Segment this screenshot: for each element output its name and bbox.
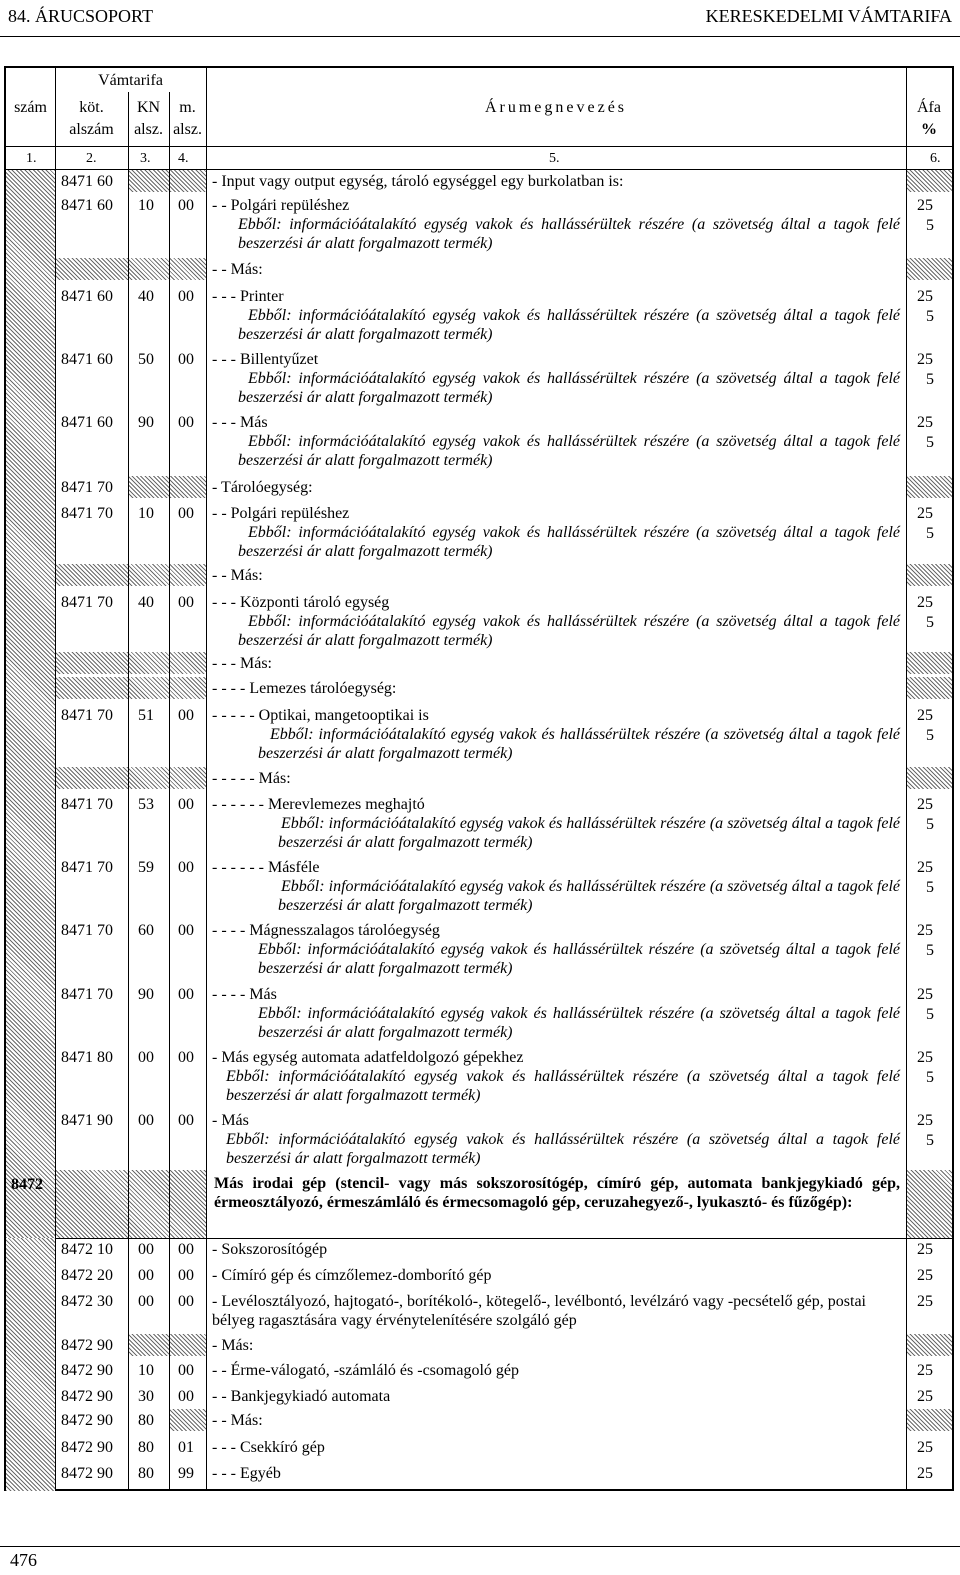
row-m: 99 (178, 1465, 194, 1482)
footer-rule (0, 1546, 960, 1547)
row-kot: 8471 70 (61, 479, 113, 496)
row-afa-reduced: 5 (926, 614, 934, 631)
heading-desc: Más irodai gép (stencil- vagy más sokszorosítógép, címíró gép, automata bankjegykiadó gép, érmeosztályozó, érmeszámláló és érmecsomagoló gép, ceruzahegyező-, lyukasztó- és fűzőgép): (214, 1175, 900, 1211)
row-kot: 8471 70 (61, 796, 113, 813)
row-m: 00 (178, 1362, 194, 1379)
row-kn: 53 (138, 796, 154, 813)
row-desc: - Címíró gép és címzőlemez-domborító gép (212, 1267, 492, 1284)
document-title: KERESKEDELMI VÁMTARIFA (705, 6, 952, 26)
shaded-cell (906, 1334, 952, 1356)
row-desc: - - Más: (212, 261, 263, 278)
row-desc: - Más (212, 1112, 249, 1129)
column-divider (906, 68, 907, 1489)
row-divider (6, 146, 952, 147)
row-kn: 00 (138, 1049, 154, 1066)
column-divider (206, 68, 207, 1489)
header-alszam: alszám (69, 121, 114, 138)
row-kn: 00 (138, 1267, 154, 1284)
row-desc: - - - - - - Másféle (212, 859, 320, 876)
row-note: Ebből: információátalakító egység vakok és hallássérültek részére (a szövetség által a tagok felé beszerzési ár alatt forgalmazott termék) (226, 1068, 900, 1104)
row-desc: - - - - Más (212, 986, 277, 1003)
row-afa-reduced: 5 (926, 816, 934, 833)
shaded-cell (6, 1238, 55, 1491)
shaded-cell (906, 170, 952, 192)
row-desc: - - - - Lemezes tárolóegység: (212, 680, 397, 697)
row-note: Ebből: információátalakító egység vakok és hallássérültek részére (a szövetség által a tagok felé beszerzési ár alatt forgalmazott termék) (278, 878, 900, 914)
row-afa-reduced: 5 (926, 879, 934, 896)
row-note: Ebből: információátalakító egység vakok és hallássérültek részére (a szövetség által a tagok felé beszerzési ár alatt forgalmazott termék) (238, 307, 900, 343)
row-afa: 25 (917, 796, 933, 813)
row-afa: 25 (917, 922, 933, 939)
row-desc: - - - Egyéb (212, 1465, 281, 1482)
page-header (8, 6, 952, 32)
row-kn: 60 (138, 922, 154, 939)
row-desc: - Input vagy output egység, tároló egységgel egy burkolatban is: (212, 173, 624, 190)
header-kn: KN (136, 99, 161, 116)
row-m: 00 (178, 859, 194, 876)
row-m: 00 (178, 986, 194, 1003)
row-kn: 40 (138, 288, 154, 305)
row-kot: 8471 70 (61, 859, 113, 876)
header-arumegnevezes: Árumegnevezés (484, 99, 628, 116)
col-number: 2. (86, 151, 97, 166)
row-note: Ebből: információátalakító egység vakok és hallássérültek részére (a szövetség által a tagok felé beszerzési ár alatt forgalmazott termék) (238, 433, 900, 469)
row-afa-reduced: 5 (926, 1132, 934, 1149)
row-m: 00 (178, 351, 194, 368)
shaded-cell (55, 1170, 206, 1238)
shaded-cell (906, 1409, 952, 1431)
row-kn: 90 (138, 986, 154, 1003)
shaded-cell (906, 476, 952, 498)
row-desc: - - - - - Más: (212, 770, 291, 787)
row-desc: - - - - - Optikai, mangetooptikai is (212, 707, 429, 724)
row-note: Ebből: információátalakító egység vakok és hallássérültek részére (a szövetség által a tagok felé beszerzési ár alatt forgalmazott termék) (278, 815, 900, 851)
row-desc: - Sokszorosítógép (212, 1241, 328, 1258)
row-desc: - - - Csekkíró gép (212, 1439, 325, 1456)
row-afa: 25 (917, 197, 933, 214)
row-kn: 90 (138, 414, 154, 431)
row-afa: 25 (917, 986, 933, 1003)
row-kn: 00 (138, 1293, 154, 1310)
row-desc: - - Polgári repüléshez (212, 197, 350, 214)
row-afa-reduced: 5 (926, 308, 934, 325)
row-afa: 25 (917, 1439, 933, 1456)
row-afa: 25 (917, 707, 933, 724)
row-afa: 25 (917, 351, 933, 368)
row-desc: - - Érme-válogató, -számláló és -csomagoló gép (212, 1362, 519, 1379)
row-m: 00 (178, 505, 194, 522)
shaded-cell (55, 564, 206, 586)
header-kot: köt. (79, 99, 104, 116)
row-afa-reduced: 5 (926, 942, 934, 959)
row-desc: - - Más: (212, 567, 263, 584)
row-desc: - - - Központi tároló egység (212, 594, 390, 611)
row-afa-reduced: 5 (926, 727, 934, 744)
row-desc: - - - Billentyűzet (212, 351, 319, 368)
row-afa: 25 (917, 1112, 933, 1129)
row-m: 00 (178, 1112, 194, 1129)
shaded-cell (6, 170, 55, 1238)
col-number: 6. (930, 151, 941, 166)
row-kn: 30 (138, 1388, 154, 1405)
row-note: Ebből: információátalakító egység vakok és hallássérültek részére (a szövetség által a tagok felé beszerzési ár alatt forgalmazott termék) (238, 613, 900, 649)
shaded-cell (169, 1409, 206, 1431)
row-m: 00 (178, 1293, 194, 1310)
header-afa-pct: % (921, 121, 937, 138)
row-kn: 80 (138, 1465, 154, 1482)
row-afa: 25 (917, 1241, 933, 1258)
row-afa: 25 (917, 1049, 933, 1066)
header-m: m. (179, 99, 196, 116)
row-m: 00 (178, 414, 194, 431)
row-m: 00 (178, 922, 194, 939)
row-kot: 8472 90 (61, 1465, 113, 1482)
row-afa: 25 (917, 1293, 933, 1310)
shaded-cell (906, 564, 952, 586)
shaded-cell (128, 1334, 206, 1356)
row-kn: 10 (138, 505, 154, 522)
col-number: 4. (178, 151, 189, 166)
row-desc: - - Bankjegykiadó automata (212, 1388, 391, 1405)
row-afa: 25 (917, 1465, 933, 1482)
header-kn-alsz: alsz. (134, 121, 163, 138)
row-kot: 8471 70 (61, 922, 113, 939)
row-divider (6, 169, 952, 170)
row-afa-reduced: 5 (926, 434, 934, 451)
row-desc: - Más: (212, 1337, 254, 1354)
chapter-title: 84. ÁRUCSOPORT (8, 6, 153, 26)
row-divider (55, 1238, 952, 1239)
col-number: 1. (26, 151, 37, 166)
col-number: 5. (549, 151, 560, 166)
row-kot: 8471 80 (61, 1049, 113, 1066)
header-m-alsz: alsz. (173, 121, 202, 138)
row-note: Ebből: információátalakító egység vakok és hallássérültek részére (a szövetség által a tagok felé beszerzési ár alatt forgalmazott termék) (258, 941, 900, 977)
row-kot: 8471 70 (61, 505, 113, 522)
row-kot: 8472 90 (61, 1439, 113, 1456)
shaded-cell (55, 258, 206, 280)
row-desc: - - - Más: (212, 655, 272, 672)
row-desc: - Tárolóegység: (212, 479, 313, 496)
row-kn: 10 (138, 1362, 154, 1379)
row-afa-reduced: 5 (926, 371, 934, 388)
column-divider (128, 92, 129, 1489)
shaded-cell (906, 1170, 952, 1238)
row-kn: 80 (138, 1412, 154, 1429)
row-kn: 59 (138, 859, 154, 876)
page-number: 476 (10, 1550, 37, 1570)
row-kot: 8471 60 (61, 173, 113, 190)
row-kot: 8471 70 (61, 986, 113, 1003)
row-kot: 8471 70 (61, 594, 113, 611)
header-afa: Áfa (917, 99, 941, 116)
row-afa: 25 (917, 594, 933, 611)
header-szam: szám (14, 99, 47, 116)
column-divider (55, 68, 56, 1489)
row-kot: 8471 60 (61, 288, 113, 305)
row-m: 00 (178, 796, 194, 813)
row-kot: 8471 90 (61, 1112, 113, 1129)
row-desc: - - Más: (212, 1412, 263, 1429)
row-kot: 8471 60 (61, 414, 113, 431)
row-m: 01 (178, 1439, 194, 1456)
row-m: 00 (178, 197, 194, 214)
row-afa: 25 (917, 1362, 933, 1379)
row-m: 00 (178, 1241, 194, 1258)
row-kot: 8471 60 (61, 351, 113, 368)
row-kn: 80 (138, 1439, 154, 1456)
row-m: 00 (178, 288, 194, 305)
row-m: 00 (178, 1049, 194, 1066)
row-m: 00 (178, 1388, 194, 1405)
row-afa-reduced: 5 (926, 1069, 934, 1086)
row-kot: 8472 90 (61, 1362, 113, 1379)
row-afa: 25 (917, 1388, 933, 1405)
row-afa: 25 (917, 414, 933, 431)
row-kot: 8472 90 (61, 1337, 113, 1354)
tariff-table (4, 66, 954, 1491)
row-kn: 50 (138, 351, 154, 368)
shaded-cell (55, 652, 206, 674)
row-desc: - - - Más (212, 414, 268, 431)
row-desc: - - - - - - Merevlemezes meghajtó (212, 796, 425, 813)
row-desc: - Más egység automata adatfeldolgozó gépekhez (212, 1049, 524, 1066)
heading-szam: 8472 (11, 1176, 43, 1193)
shaded-cell (906, 677, 952, 699)
row-afa-reduced: 5 (926, 525, 934, 542)
row-desc: - Levélosztályozó, hajtogató-, borítékoló-, kötegelő-, levélbontó, levélzáró vagy -pecsételő gép, postai bélyeg ragasztására vagy érvénytelenítésére szolgáló gép (212, 1293, 866, 1329)
shaded-cell (128, 476, 206, 498)
row-afa: 25 (917, 1267, 933, 1284)
shaded-cell (906, 652, 952, 674)
row-afa: 25 (917, 288, 933, 305)
header-rule (0, 36, 960, 37)
row-afa-reduced: 5 (926, 1006, 934, 1023)
row-m: 00 (178, 594, 194, 611)
row-m: 00 (178, 1267, 194, 1284)
shaded-cell (55, 767, 206, 789)
row-note: Ebből: információátalakító egység vakok és hallássérültek részére (a szövetség által a tagok felé beszerzési ár alatt forgalmazott termék) (238, 370, 900, 406)
row-afa-reduced: 5 (926, 217, 934, 234)
row-kot: 8472 90 (61, 1412, 113, 1429)
shaded-cell (906, 258, 952, 280)
row-kot: 8472 10 (61, 1241, 113, 1258)
shaded-cell (55, 677, 206, 699)
row-kn: 51 (138, 707, 154, 724)
row-afa: 25 (917, 505, 933, 522)
row-afa: 25 (917, 859, 933, 876)
row-kn: 00 (138, 1241, 154, 1258)
row-note: Ebből: információátalakító egység vakok és hallássérültek részére (a szövetség által a tagok felé beszerzési ár alatt forgalmazott termék) (258, 726, 900, 762)
row-kn: 10 (138, 197, 154, 214)
shaded-cell (128, 170, 206, 192)
shaded-cell (906, 767, 952, 789)
row-kot: 8471 70 (61, 707, 113, 724)
row-note: Ebből: információátalakító egység vakok és hallássérültek részére (a szövetség által a tagok felé beszerzési ár alatt forgalmazott termék) (238, 524, 900, 560)
header-vamtarifa: Vámtarifa (98, 72, 163, 89)
row-desc: - - - - Mágnesszalagos tárolóegység (212, 922, 440, 939)
row-note: Ebből: információátalakító egység vakok és hallássérültek részére (a szövetség által a tagok felé beszerzési ár alatt forgalmazott termék) (258, 1005, 900, 1041)
col-number: 3. (140, 151, 151, 166)
row-note: Ebből: információátalakító egység vakok és hallássérültek részére (a szövetség által a tagok felé beszerzési ár alatt forgalmazott termék) (226, 1131, 900, 1167)
row-desc: - - Polgári repüléshez (212, 505, 350, 522)
row-kot: 8471 60 (61, 197, 113, 214)
row-kn: 40 (138, 594, 154, 611)
row-kot: 8472 90 (61, 1388, 113, 1405)
column-divider (169, 92, 170, 1489)
row-kot: 8472 30 (61, 1293, 113, 1310)
row-desc: - - - Printer (212, 288, 284, 305)
row-kn: 00 (138, 1112, 154, 1129)
row-note: Ebből: információátalakító egység vakok és hallássérültek részére (a szövetség által a tagok felé beszerzési ár alatt forgalmazott termék) (238, 216, 900, 252)
row-kot: 8472 20 (61, 1267, 113, 1284)
row-m: 00 (178, 707, 194, 724)
